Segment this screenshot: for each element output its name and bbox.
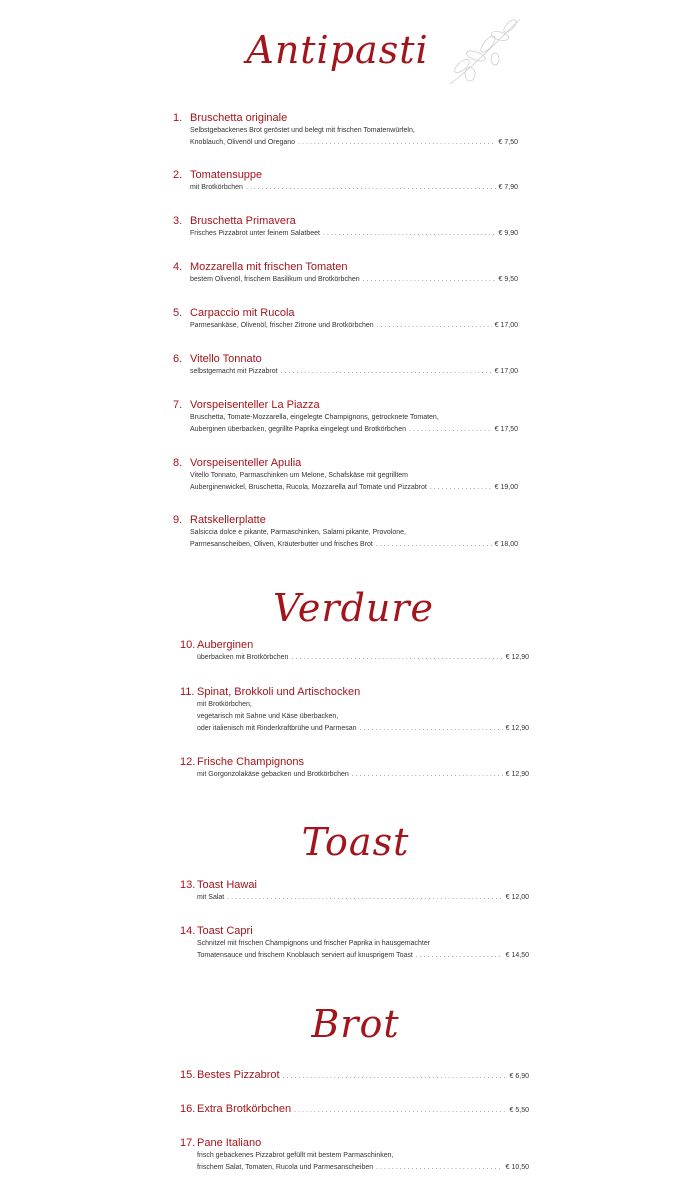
menu-item: [180, 1103, 529, 1116]
item-number: 4.: [173, 261, 183, 273]
menu-item: [180, 925, 529, 962]
section-title-antipasti: Antipasti: [246, 28, 429, 72]
item-price: € 12,90: [505, 654, 529, 661]
menu-item: [180, 1069, 529, 1082]
item-price: € 12,90: [505, 771, 529, 778]
menu-item: [173, 514, 518, 551]
item-description: mit Brotkörbchen,: [197, 701, 252, 708]
item-title: Extra Brotkörbchen: [197, 1103, 292, 1115]
menu-item: [180, 686, 529, 735]
item-price: € 19,00: [494, 484, 518, 491]
item-title: Spinat, Brokkoli und Artischocken: [197, 686, 361, 698]
item-title: Ratskellerplatte: [190, 514, 266, 526]
item-title: Auberginen: [197, 639, 254, 651]
menu-item: [180, 1137, 529, 1174]
item-description: Selbstgebackenes Brot geröstet und belegt mit frischen Tomatenwürfeln,: [190, 127, 415, 134]
item-number: 13.: [180, 879, 196, 891]
item-title: Toast Capri: [197, 925, 253, 937]
item-title: Tomatensuppe: [190, 169, 263, 181]
item-description: Parmesanscheiben, Oliven, Kräuterbutter und frisches Brot: [190, 541, 373, 548]
item-title: Bruschetta originale: [190, 112, 288, 124]
item-number: 10.: [180, 639, 196, 651]
item-price: € 12,90: [505, 725, 529, 732]
item-number: 12.: [180, 756, 196, 768]
item-number: 17.: [180, 1137, 196, 1149]
item-price: € 18,00: [494, 541, 518, 548]
item-description: Frisches Pizzabrot unter feinem Salatbeet: [190, 230, 320, 237]
item-description: Knoblauch, Olivenöl und Oregano: [190, 139, 296, 146]
item-description: frischem Salat, Tomaten, Rucola und Parmesanscheiben: [197, 1164, 374, 1171]
item-number: 7.: [173, 399, 183, 411]
item-price: € 9,50: [498, 276, 518, 283]
item-description: Salsiccia dolce e pikante, Parmaschinken, Salami pikante, Provolone,: [190, 529, 406, 536]
item-description: mit Salat: [197, 894, 225, 901]
menu-item: [180, 639, 529, 664]
item-description: Vitello Tonnato, Parmaschinken um Melone, Schafskäse mit gegrilltem: [190, 472, 409, 479]
section-title-toast: Toast: [301, 820, 410, 864]
item-number: 1.: [173, 112, 183, 124]
item-description: bestem Olivenöl, frischem Basilikum und Brotkörbchen: [190, 276, 360, 283]
menu-item: [173, 457, 518, 494]
item-number: 16.: [180, 1103, 196, 1115]
section-title-verdure: Verdure: [272, 586, 435, 630]
item-price: € 10,50: [505, 1164, 529, 1171]
item-title: Carpaccio mit Rucola: [190, 307, 295, 319]
item-number: 8.: [173, 457, 183, 469]
item-price: € 12,00: [505, 894, 529, 901]
menu-item: [173, 399, 518, 436]
item-number: 6.: [173, 353, 183, 365]
item-description: mit Gorgonzolakäse gebacken und Brotkörbchen: [197, 771, 349, 778]
item-title: Vorspeisenteller Apulia: [190, 457, 302, 469]
item-description: vegetarisch mit Sahne und Käse überbacken,: [197, 713, 339, 720]
item-price: € 5,50: [509, 1107, 529, 1114]
item-number: 11.: [180, 686, 195, 698]
item-description: Parmesankäse, Olivenöl, frischer Zitrone und Brotkörbchen: [190, 322, 374, 329]
item-description: oder italienisch mit Rinderkraftbrühe und Parmesan: [197, 725, 357, 732]
item-price: € 17,50: [494, 426, 518, 433]
item-price: € 9,90: [498, 230, 518, 237]
menu-item: [173, 169, 518, 194]
item-price: € 14,50: [505, 952, 529, 959]
menu-item: [173, 215, 518, 240]
item-price: € 17,00: [494, 322, 518, 329]
menu-item: [173, 261, 518, 286]
item-number: 5.: [173, 307, 183, 319]
item-number: 2.: [173, 169, 183, 181]
menu-item: [173, 353, 518, 378]
item-price: € 6,90: [509, 1073, 529, 1080]
item-description: Auberginenwickel, Bruschetta, Rucola, Mozzarella auf Tomate und Pizzabrot: [190, 484, 427, 491]
item-description: überbacken mit Brotkörbchen: [197, 654, 289, 661]
item-price: € 17,00: [494, 368, 518, 375]
item-number: 9.: [173, 514, 183, 526]
item-title: Bestes Pizzabrot: [197, 1069, 280, 1081]
section-title-brot: Brot: [311, 1002, 400, 1046]
menu-item: [173, 112, 518, 149]
item-price: € 7,50: [498, 139, 518, 146]
item-title: Frische Champignons: [197, 756, 304, 768]
item-description: Bruschetta, Tomate-Mozzarella, eingelegte Champignons, getrocknete Tomaten,: [190, 414, 439, 421]
item-description: frisch gebackenes Pizzabrot gefüllt mit bestem Parmaschinken,: [197, 1152, 394, 1159]
menu-item: [180, 879, 529, 904]
item-number: 14.: [180, 925, 196, 937]
item-description: Auberginen überbacken, gegrillte Paprika eingelegt und Brotkörbchen: [190, 426, 406, 433]
item-title: Vorspeisenteller La Piazza: [190, 399, 320, 411]
item-title: Toast Hawai: [197, 879, 257, 891]
menu-item: [180, 756, 529, 781]
item-title: Bruschetta Primavera: [190, 215, 296, 227]
item-title: Mozzarella mit frischen Tomaten: [190, 261, 348, 273]
item-title: Vitello Tonnato: [190, 353, 262, 365]
item-description: mit Brotkörbchen: [190, 184, 243, 191]
item-title: Pane Italiano: [197, 1137, 262, 1149]
item-number: 15.: [180, 1069, 196, 1081]
item-number: 3.: [173, 215, 183, 227]
item-description: Tomatensauce und frischem Knoblauch serviert auf knusprigem Toast: [197, 952, 413, 959]
menu-item: [173, 307, 518, 332]
item-price: € 7,90: [498, 184, 518, 191]
item-description: Schnitzel mit frischen Champignons und frischer Paprika in hausgemachter: [197, 940, 431, 947]
item-description: selbstgemacht mit Pizzabrot: [190, 368, 278, 375]
